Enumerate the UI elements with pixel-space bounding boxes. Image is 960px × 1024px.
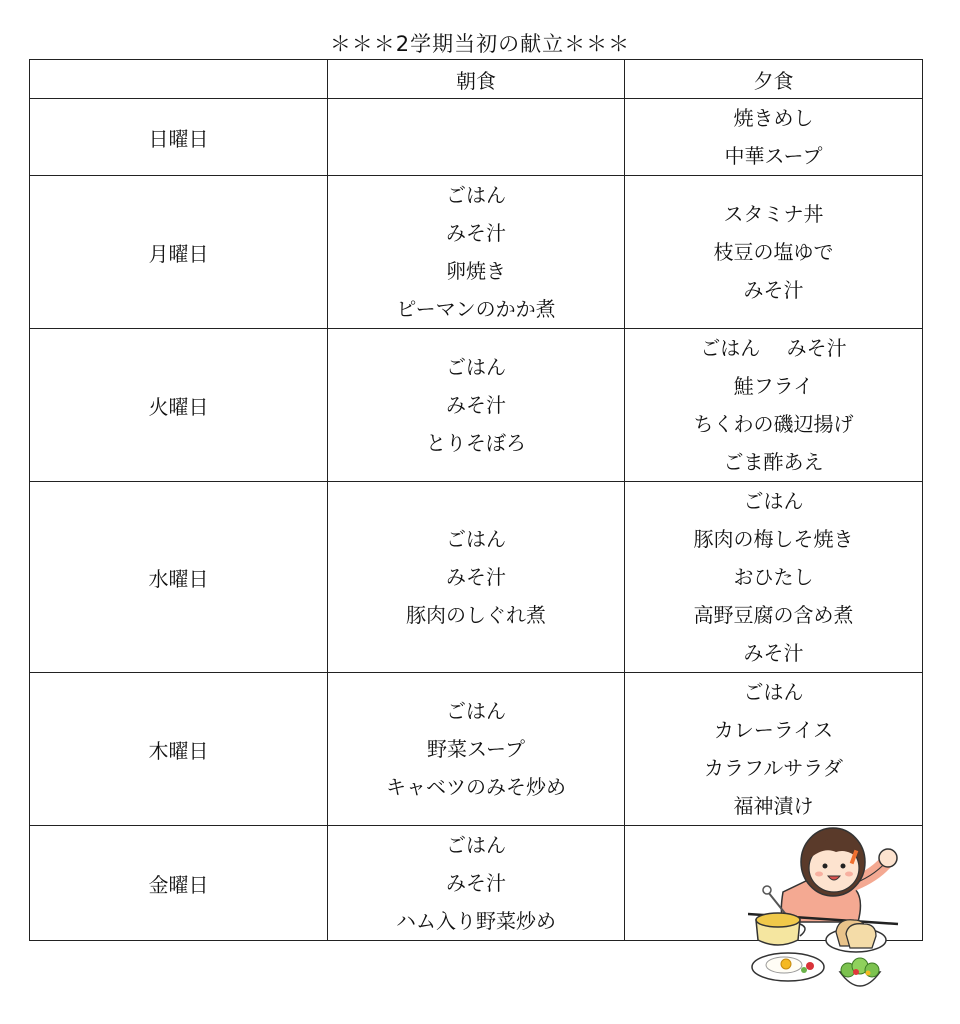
breakfast-cell [328, 99, 625, 176]
breakfast-item: ピーマンのかか煮 [396, 297, 556, 321]
table-row [30, 673, 923, 826]
dinner-item: 枝豆の塩ゆで [713, 240, 834, 264]
day-cell: 日曜日 [30, 99, 328, 176]
header-blank [30, 60, 328, 99]
day-cell: 金曜日 [30, 826, 328, 941]
breakfast-item: とりそぼろ [426, 431, 526, 455]
breakfast-item: みそ汁 [446, 221, 506, 245]
child-eating-illustration-icon [748, 822, 908, 1002]
breakfast-cell [328, 826, 625, 941]
breakfast-cell [328, 176, 625, 329]
dinner-item: 鮭フライ [733, 374, 814, 398]
dinner-item: ごはん みそ汁 [700, 336, 847, 360]
dinner-cell [625, 482, 923, 673]
dinner-item: カレーライス [713, 718, 834, 742]
day-cell: 水曜日 [30, 482, 328, 673]
table-row [30, 176, 923, 329]
breakfast-cell [328, 329, 625, 482]
dinner-item: みそ汁 [743, 278, 804, 302]
dinner-item: おひたし [733, 565, 814, 589]
breakfast-item: ハム入り野菜炒め [396, 909, 556, 933]
day-cell: 火曜日 [30, 329, 328, 482]
breakfast-item: ごはん [446, 183, 506, 207]
header-row [30, 60, 923, 99]
breakfast-item: 豚肉のしぐれ煮 [406, 603, 546, 627]
breakfast-item: キャベツのみそ炒め [386, 775, 566, 799]
day-cell: 木曜日 [30, 673, 328, 826]
dinner-item: カラフルサラダ [704, 756, 843, 780]
breakfast-item: ごはん [446, 699, 506, 723]
dinner-item: ちくわの磯辺揚げ [693, 412, 854, 436]
page-title: ＊＊＊2学期当初の献立＊＊＊ [329, 32, 631, 56]
dinner-cell [625, 176, 923, 329]
table-row [30, 329, 923, 482]
dinner-item: ごま酢あえ [723, 450, 824, 474]
dinner-item: 高野豆腐の含め煮 [693, 603, 854, 627]
dinner-item: みそ汁 [743, 641, 804, 665]
breakfast-cell [328, 673, 625, 826]
breakfast-item: みそ汁 [446, 871, 506, 895]
breakfast-item: ごはん [446, 355, 506, 379]
day-cell: 月曜日 [30, 176, 328, 329]
dinner-item: ごはん [743, 680, 804, 704]
header-breakfast: 朝食 [328, 60, 625, 99]
breakfast-item: ごはん [446, 527, 506, 551]
table-row [30, 99, 923, 176]
menu-table [29, 59, 923, 941]
dinner-item: 豚肉の梅しそ焼き [693, 527, 854, 551]
table-row [30, 482, 923, 673]
dinner-cell [625, 673, 923, 826]
dinner-cell [625, 329, 923, 482]
dinner-item: 福神漬け [733, 794, 814, 818]
breakfast-item: みそ汁 [446, 393, 506, 417]
breakfast-item: 卵焼き [446, 259, 506, 283]
dinner-item: ごはん [743, 489, 804, 513]
breakfast-item: 野菜スープ [427, 737, 525, 761]
dinner-item: 焼きめし [733, 106, 814, 130]
dinner-item: スタミナ丼 [723, 202, 824, 226]
breakfast-item: みそ汁 [446, 565, 506, 589]
breakfast-cell [328, 482, 625, 673]
breakfast-item: ごはん [446, 833, 506, 857]
dinner-item: 中華スープ [724, 144, 823, 168]
header-dinner: 夕食 [625, 60, 923, 99]
dinner-cell [625, 99, 923, 176]
